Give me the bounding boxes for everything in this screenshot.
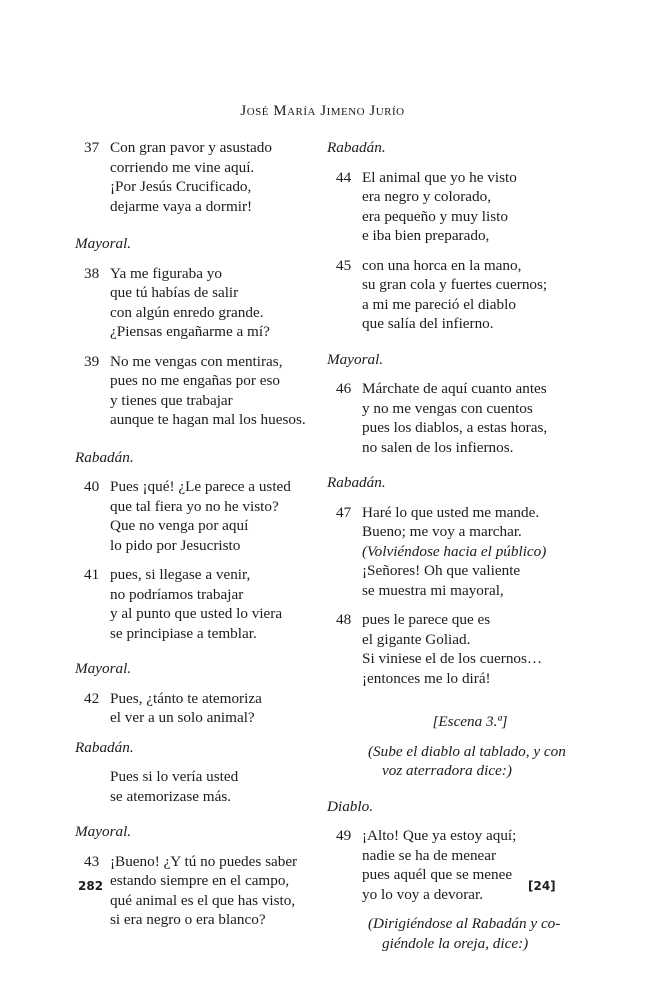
verse-line: yo lo voy a devorar. xyxy=(362,885,484,903)
verse-line: se muestra mi mayoral, xyxy=(362,581,504,599)
verse-line: y al punto que usted lo viera xyxy=(110,605,283,622)
verse-line: Bueno; me voy a marchar. xyxy=(362,523,522,540)
verse-line: dejarme vaya a dormir! xyxy=(110,197,253,215)
verse-line: no podríamos trabajar xyxy=(110,585,244,603)
verse-line: Pues si lo vería usted xyxy=(110,768,239,785)
verse-line: Pues ¡qué! ¿Le parece a usted xyxy=(110,478,291,495)
stanza-unnumbered xyxy=(78,767,338,806)
stanza-lines xyxy=(362,610,542,688)
verse-line: El animal que yo he visto xyxy=(362,168,517,186)
verse-line: ¡Bueno! ¿Y tú no puedes saber xyxy=(110,852,298,870)
stanza-number: 38 xyxy=(84,264,100,282)
verse-line: ¡entonces me lo dirá! xyxy=(362,669,491,687)
verse-line: pues aquél que se menee xyxy=(362,866,513,883)
verse-line: pues no me engañas por eso xyxy=(110,372,280,389)
stanza-43 xyxy=(78,852,338,930)
stanza-lines xyxy=(362,256,547,334)
speaker-label: Mayoral. xyxy=(327,350,384,368)
stanza-lines xyxy=(362,379,547,457)
stanza-lines xyxy=(110,767,238,806)
verse-line: con algún enredo grande. xyxy=(110,303,264,321)
scene-heading: [Escena 3.ª] xyxy=(432,713,508,730)
verse-line: estando siempre en el campo, xyxy=(110,872,290,889)
verse-line: pues le parece que es xyxy=(362,611,491,628)
stanza-46 xyxy=(330,379,590,457)
verse-line: se principiase a temblar. xyxy=(110,624,257,642)
verse-line: qué animal es el que has visto, xyxy=(110,891,296,909)
verse-line: Márchate de aquí cuanto antes xyxy=(362,380,547,397)
speaker-label: Mayoral. xyxy=(75,660,132,677)
stanza-lines xyxy=(110,852,297,930)
verse-line: aunque te hagan mal los huesos. xyxy=(110,411,306,428)
stage-direction-line: (Sube el diablo al tablado, y con xyxy=(368,742,566,760)
stanza-number: 44 xyxy=(336,168,352,186)
verse-line: no salen de los infiernos. xyxy=(362,438,514,456)
stage-direction-line: giéndole la oreja, dice:) xyxy=(382,934,529,952)
stanza-number: 40 xyxy=(84,478,100,495)
stanza-number: 47 xyxy=(336,503,352,521)
verse-line: corriendo me vine aquí. xyxy=(110,158,255,176)
section-number: [24] xyxy=(528,879,556,893)
stanza-39 xyxy=(78,352,338,430)
stanza-lines xyxy=(110,138,272,216)
verse-line: y tienes que trabajar xyxy=(110,391,233,409)
stanza-37 xyxy=(78,138,338,216)
page-number: 282 xyxy=(78,879,104,893)
verse-line: y no me vengas con cuentos xyxy=(362,399,533,417)
stanza-lines xyxy=(110,689,262,728)
stanza-45 xyxy=(330,256,590,334)
speaker-label: Rabadán. xyxy=(327,474,386,491)
verse-line: que tal fiera yo no he visto? xyxy=(110,497,279,515)
verse-line: con una horca en la mano, xyxy=(362,256,522,274)
stage-direction xyxy=(330,742,590,781)
verse-line: Pues, ¿tánto te atemoriza xyxy=(110,689,262,707)
stanza-number: 41 xyxy=(84,566,100,583)
stanza-lines xyxy=(362,503,546,601)
stanza-number: 39 xyxy=(84,352,100,370)
verse-line: era negro y colorado, xyxy=(362,188,492,205)
running-head: José María Jimeno Jurío xyxy=(240,103,405,119)
verse-line: ¿Piensas engañarme a mí? xyxy=(110,323,270,340)
stanza-number: 37 xyxy=(84,139,100,156)
verse-line: ¡Alto! Que ya estoy aquí; xyxy=(362,827,517,844)
left-column xyxy=(75,138,338,940)
verse-line: ¡Por Jesús Crucificado, xyxy=(110,178,252,195)
verse-line: que salía del infierno. xyxy=(362,315,494,332)
verse-line: No me vengas con mentiras, xyxy=(110,352,283,370)
verse-line: que tú habías de salir xyxy=(110,284,239,301)
stanza-lines xyxy=(362,826,516,904)
verse-line: e iba bien preparado, xyxy=(362,227,490,244)
speaker-label: Mayoral. xyxy=(75,235,132,252)
stanza-number: 49 xyxy=(336,827,352,844)
stanza-number: 46 xyxy=(336,380,352,397)
verse-line: era pequeño y muy listo xyxy=(362,207,508,225)
verse-line: Con gran pavor y asustado xyxy=(110,139,272,156)
verse-line: nadie se ha de menear xyxy=(362,846,497,864)
stage-direction-line: (Dirigiéndose al Rabadán y co- xyxy=(368,915,561,932)
stanza-42 xyxy=(78,689,338,728)
stanza-lines xyxy=(362,168,517,246)
stanza-44 xyxy=(330,168,590,246)
verse-line: el ver a un solo animal? xyxy=(110,709,255,726)
verse-line: ¡Señores! Oh que valiente xyxy=(362,562,521,579)
stanza-number: 45 xyxy=(336,256,352,274)
stanza-38 xyxy=(78,264,338,342)
speaker-label: Rabadán. xyxy=(327,139,386,156)
speaker-label: Diablo. xyxy=(327,797,373,815)
right-column xyxy=(327,138,590,963)
verse-line: a mi me pareció el diablo xyxy=(362,295,516,313)
verse-line: se atemorizase más. xyxy=(110,787,232,805)
stanza-lines xyxy=(110,352,306,430)
stanza-number: 48 xyxy=(336,611,352,628)
stage-direction-line: voz aterradora dice:) xyxy=(382,762,512,779)
stanza-47 xyxy=(330,503,590,601)
stanza-41 xyxy=(78,565,338,643)
verse-line: pues los diablos, a estas horas, xyxy=(362,419,548,436)
speaker-label: Rabadán. xyxy=(75,738,134,756)
verse-line: Ya me figuraba yo xyxy=(110,264,222,282)
stanza-lines xyxy=(110,565,282,643)
verse-line: Si viniese el de los cuernos… xyxy=(362,650,543,667)
stanza-number xyxy=(78,767,110,806)
verse-line: el gigante Goliad. xyxy=(362,630,471,648)
verse-line: si era negro o era blanco? xyxy=(110,911,266,928)
speaker-label: Rabadán. xyxy=(75,448,134,466)
verse-line: (Volviéndose hacia el público) xyxy=(362,542,547,560)
speaker-label: Mayoral. xyxy=(75,823,132,840)
verse-line: su gran cola y fuertes cuernos; xyxy=(362,276,548,293)
stanza-40 xyxy=(78,477,338,555)
stanza-number: 43 xyxy=(84,852,100,870)
stanza-lines xyxy=(110,264,270,342)
stanza-48 xyxy=(330,610,590,688)
verse-line: lo pido por Jesucristo xyxy=(110,536,241,554)
verse-line: Que no venga por aquí xyxy=(110,517,249,534)
verse-line: Haré lo que usted me mande. xyxy=(362,503,540,521)
stanza-number: 42 xyxy=(84,689,100,707)
stanza-lines xyxy=(110,477,291,555)
stage-direction xyxy=(330,914,590,953)
verse-line: pues, si llegase a venir, xyxy=(110,566,251,583)
